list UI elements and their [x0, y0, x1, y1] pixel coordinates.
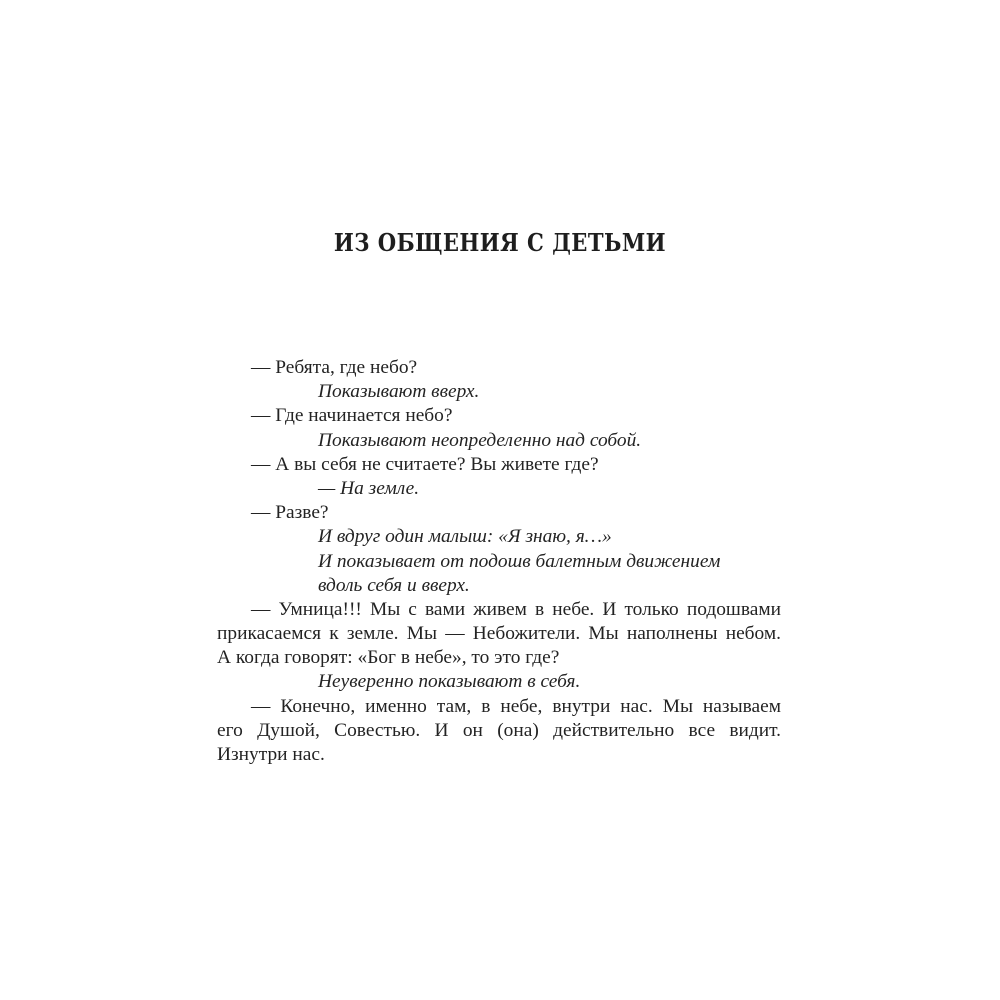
paragraph-line: — Умница!!! Мы с вами живем в небе. И только подошвами [251, 598, 781, 620]
dialogue-line: — Разве? [251, 502, 329, 524]
stage-direction: Показывают вверх. [318, 381, 480, 403]
stage-direction: вдоль себя и вверх. [318, 574, 470, 596]
dialogue-line: — Ребята, где небо? [251, 357, 418, 378]
paragraph-line: прикасаемся к земле. Мы — Небожители. Мы наполнены небом. [217, 623, 781, 645]
paragraph-line: его Душой, Совестью. И он (она) действительно все видит. [217, 719, 781, 741]
stage-direction: И вдруг один малыш: «Я знаю, я…» [318, 526, 612, 548]
page-title: ИЗ ОБЩЕНИЯ С ДЕТЬМИ [333, 228, 667, 257]
dialogue-line: — А вы себя не считаете? Вы живете где? [251, 453, 599, 475]
stage-direction: Показывают неопределенно над собой. [318, 429, 642, 451]
stage-direction: И показывает от подошв балетным движением [318, 550, 721, 572]
paragraph-line: А когда говорят: «Бог в небе», то это где? [217, 647, 560, 669]
paragraph-line: — Конечно, именно там, в небе, внутри нас. Мы называем [251, 695, 781, 717]
body-text [217, 356, 781, 767]
paragraph-line: Изнутри нас. [217, 744, 325, 765]
dialogue-line: — Где начинается небо? [251, 405, 453, 427]
stage-direction: Неуверенно показывают в себя. [318, 671, 581, 693]
children-reply: — На земле. [318, 477, 420, 499]
